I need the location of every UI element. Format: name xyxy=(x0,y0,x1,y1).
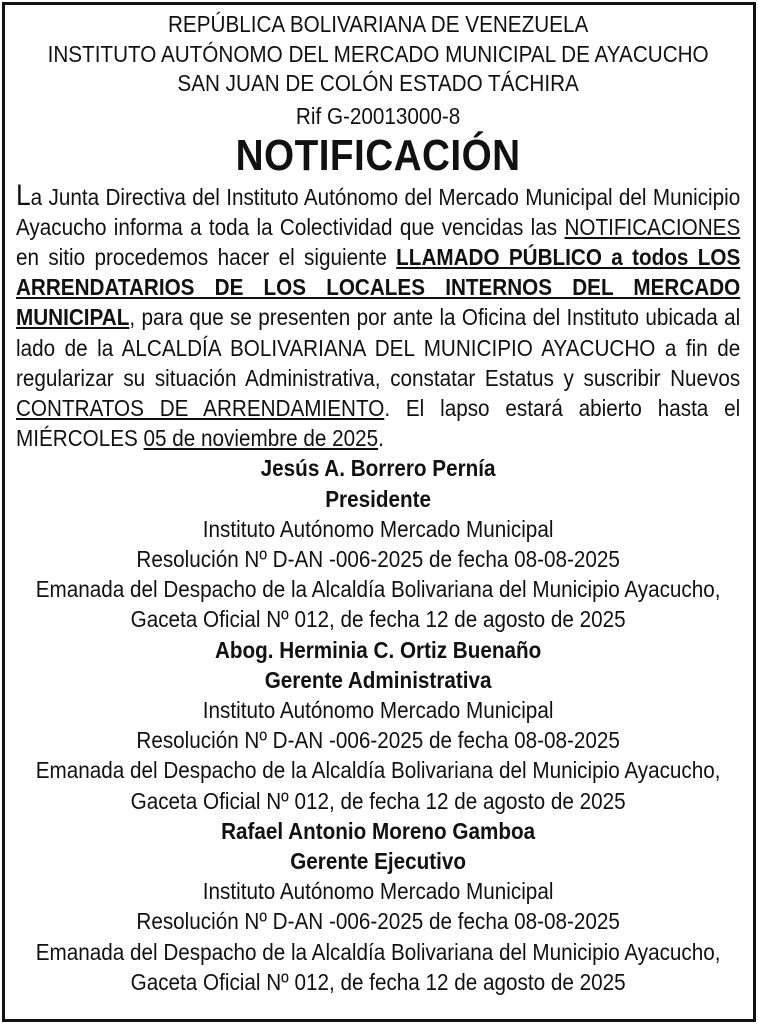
signatory-role: Gerente Ejecutivo xyxy=(290,847,467,874)
signatory-emanated: Emanada del Despacho de la Alcaldía Bolivariana del Municipio Ayacucho, xyxy=(35,938,721,965)
deadline-date: 05 de noviembre de 2025 xyxy=(143,425,379,452)
signatory-institute: Instituto Autónomo Mercado Municipal xyxy=(202,696,554,723)
drop-letter: L xyxy=(16,178,31,212)
notice xyxy=(16,10,741,997)
signatory-role: Gerente Administrativa xyxy=(264,666,492,693)
rif-number: Rif G-20013000-8 xyxy=(295,102,461,129)
signatory-role: Presidente xyxy=(325,485,431,512)
underlined-contracts: CONTRATOS DE ARRENDAMIENTO xyxy=(16,394,385,421)
bold-public-call: LLAMADO PÚBLICO a todos LOS ARRENDATARIOS DE LOS LOCALES INTERNOS DEL MERCADO MUNICIPAL xyxy=(16,243,741,331)
signatory-name: Jesús A. Borrero Pernía xyxy=(260,455,496,482)
signatory-institute: Instituto Autónomo Mercado Municipal xyxy=(202,515,554,542)
underlined-notificaciones: NOTIFICACIONES xyxy=(564,213,741,240)
body-text-3: , para que se presenten por ante la Oficina del Instituto ubicada al lado de la ALCALDÍA BOLIVARIANA DEL MUNICIPIO AYACUCHO a fin de regularizar su situación Administrativa, constatar Estatus y suscribir Nuevos xyxy=(16,304,741,391)
page-title: NOTIFICACIÓN xyxy=(235,130,521,180)
header-line-republic: REPÚBLICA BOLIVARIANA DE VENEZUELA xyxy=(167,11,589,37)
signatory-resolution: Resolución Nº D-AN -006-2025 de fecha 08-08-2025 xyxy=(136,545,620,572)
signatory-name: Rafael Antonio Moreno Gamboa xyxy=(221,817,536,844)
header-line-location: SAN JUAN DE COLÓN ESTADO TÁCHIRA xyxy=(177,70,579,96)
signatory-resolution: Resolución Nº D-AN -006-2025 de fecha 08-08-2025 xyxy=(136,908,620,935)
signatory-block xyxy=(16,635,740,816)
signatory-name: Abog. Herminia C. Ortiz Buenaño xyxy=(214,636,542,663)
signatory-gazette: Gaceta Oficial Nº 012, de fecha 12 de agosto de 2025 xyxy=(130,787,626,814)
signatory-block xyxy=(16,453,740,634)
signatory-emanated: Emanada del Despacho de la Alcaldía Bolivariana del Municipio Ayacucho, xyxy=(35,576,721,603)
signatory-resolution: Resolución Nº D-AN -006-2025 de fecha 08-08-2025 xyxy=(136,727,620,754)
signatory-gazette: Gaceta Oficial Nº 012, de fecha 12 de agosto de 2025 xyxy=(130,606,626,633)
header-line-institute: INSTITUTO AUTÓNOMO DEL MERCADO MUNICIPAL DE AYACUCHO xyxy=(47,40,709,67)
body-text-2: en sitio procedemos hacer el siguiente xyxy=(16,243,397,270)
body-text-4: . El lapso estará abierto hasta el MIÉRCOLES xyxy=(16,394,741,452)
body-text-1: a Junta Directiva del Instituto Autónomo del Mercado Municipal del Municipio Ayacucho informa a toda la Colectividad que vencidas las xyxy=(16,183,741,240)
notice-body xyxy=(16,178,741,454)
signatory-institute: Instituto Autónomo Mercado Municipal xyxy=(202,878,554,905)
body-text-5: . xyxy=(378,425,384,452)
signatory-block xyxy=(16,816,740,997)
signatory-emanated: Emanada del Despacho de la Alcaldía Bolivariana del Municipio Ayacucho, xyxy=(35,757,721,784)
signatory-gazette: Gaceta Oficial Nº 012, de fecha 12 de agosto de 2025 xyxy=(130,968,626,995)
